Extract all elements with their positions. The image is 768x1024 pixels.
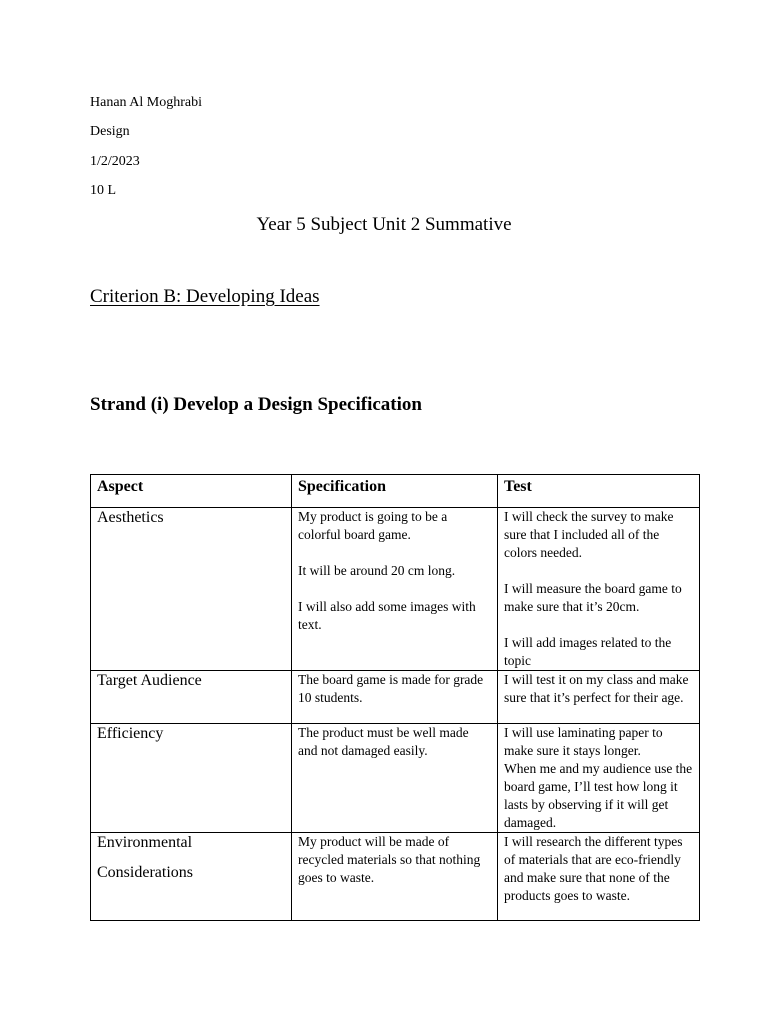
class-line: 10 L [90,183,117,198]
table-row [91,508,700,671]
author-name: Hanan Al Moghrabi [90,95,202,110]
aspect-label: Aesthetics [97,509,164,526]
specification-cell [292,508,498,671]
table-header-row [91,475,700,508]
aspect-label: Considerations [97,864,193,881]
criterion-heading: Criterion B: Developing Ideas [90,286,320,307]
strand-heading: Strand (i) Develop a Design Specification [90,394,422,415]
test-cell [498,508,700,671]
specification-text: I will also add some images with text. [298,599,476,632]
test-text: I will check the survey to make sure that I included all of the colors needed. [504,509,674,560]
aspect-label: Efficiency [97,725,164,742]
aspect-label: Target Audience [97,672,202,689]
aspect-cell [91,833,292,921]
test-cell [498,671,700,724]
test-text: I will measure the board game to make sure that it’s 20cm. [504,581,682,614]
test-cell [498,724,700,833]
specification-text: My product will be made of recycled materials so that nothing goes to waste. [298,834,481,885]
column-header-test: Test [498,475,700,508]
design-specification-table [90,474,700,921]
test-text: I will add images related to the topic [504,635,672,668]
test-cell [498,833,700,921]
date-line: 1/2/2023 [90,154,140,169]
specification-text: It will be around 20 cm long. [298,563,456,578]
aspect-cell [91,724,292,833]
test-text: I will test it on my class and make sure that it’s perfect for their age. [504,672,689,705]
aspect-cell [91,508,292,671]
table-row [91,671,700,724]
specification-text: My product is going to be a colorful board game. [298,509,448,542]
specification-text: The product must be well made and not damaged easily. [298,725,469,758]
document-title: Year 5 Subject Unit 2 Summative [256,214,512,235]
table-row [91,724,700,833]
aspect-label: Environmental [97,834,193,851]
column-header-aspect: Aspect [91,475,292,508]
specification-text: The board game is made for grade 10 students. [298,672,484,705]
test-text: When me and my audience use the board game, I’ll test how long it lasts by observing if it will get damaged. [504,761,693,830]
column-header-specification: Specification [292,475,498,508]
table-row [91,833,700,921]
test-text: I will use laminating paper to make sure it stays longer. [504,725,663,758]
specification-cell [292,833,498,921]
specification-cell [292,671,498,724]
specification-cell [292,724,498,833]
test-text: I will research the different types of materials that are eco-friendly and make sure that none of the products goes to waste. [504,834,683,903]
subject-line: Design [90,124,130,139]
aspect-cell [91,671,292,724]
